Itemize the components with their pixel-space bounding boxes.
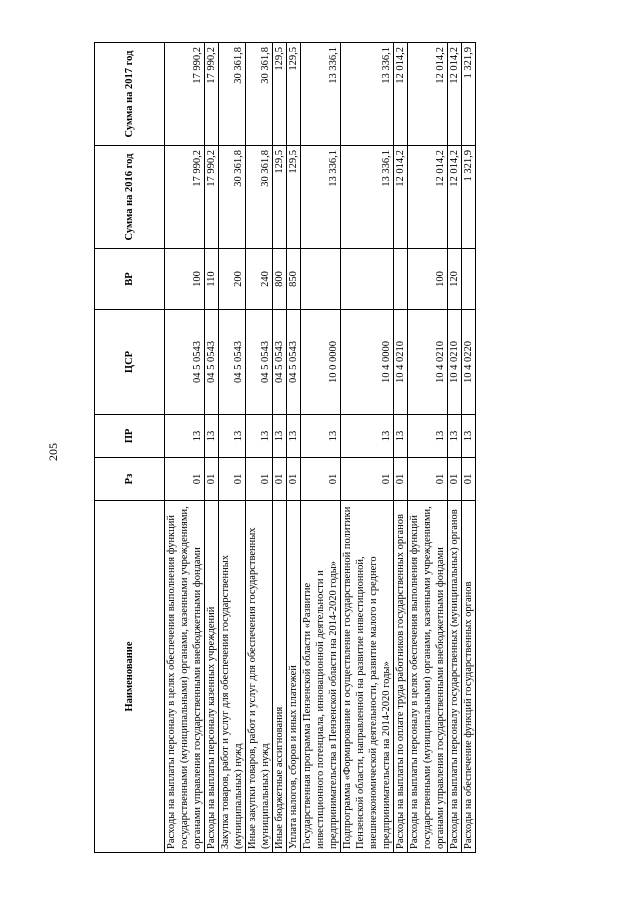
cell-rz: 01 [301,458,341,501]
cell-vr: 120 [448,249,462,310]
cell-sum-2016: 17 990,2 [165,146,205,249]
cell-csr: 04 5 0543 [165,310,205,415]
cell-vr [462,249,476,310]
table-row [219,43,246,853]
cell-vr: 110 [205,249,219,310]
table-row [205,43,219,853]
cell-csr: 10 0 0000 [301,310,341,415]
cell-vr [301,249,341,310]
cell-pr: 13 [205,415,219,458]
cell-sum-2016: 13 336,1 [301,146,341,249]
page-number: 205 [46,443,60,461]
cell-pr: 13 [219,415,246,458]
header-vr: ВР [95,249,165,310]
cell-csr: 10 4 0220 [462,310,476,415]
cell-sum-2017: 12 014,2 [448,43,462,146]
cell-sum-2017: 30 361,8 [219,43,246,146]
cell-pr: 13 [246,415,273,458]
cell-pr: 13 [462,415,476,458]
cell-name: Иные закупки товаров, работ и услуг для обеспечения государственных (муниципальных) нужд [246,501,273,853]
cell-sum-2017: 129,5 [273,43,287,146]
cell-name: Расходы на выплаты персоналу в целях обеспечения выполнения функций государственными (муниципальными) органами, казенными учреждениями, органами управления государственными внебюджетными фондами [165,501,205,853]
table-row [394,43,408,853]
cell-csr: 10 4 0210 [448,310,462,415]
cell-vr: 850 [287,249,301,310]
cell-rz: 01 [273,458,287,501]
cell-name: Уплата налогов, сборов и иных платежей [287,501,301,853]
cell-sum-2017: 17 990,2 [165,43,205,146]
cell-sum-2017: 12 014,2 [408,43,448,146]
cell-sum-2016: 12 014,2 [394,146,408,249]
cell-name: Расходы на обеспечение функций государственных органов [462,501,476,853]
cell-pr: 13 [408,415,448,458]
cell-sum-2017: 13 336,1 [301,43,341,146]
cell-sum-2017: 129,5 [287,43,301,146]
cell-csr: 04 5 0543 [219,310,246,415]
cell-sum-2017: 30 361,8 [246,43,273,146]
cell-vr: 100 [408,249,448,310]
cell-sum-2016: 17 990,2 [205,146,219,249]
table-row [273,43,287,853]
cell-csr: 10 4 0000 [341,310,394,415]
table-row [287,43,301,853]
header-sum-2017: Сумма на 2017 год [95,43,165,146]
header-sum-2016: Сумма на 2016 год [95,146,165,249]
cell-name: Расходы на выплаты персоналу государственных (муниципальных) органов [448,501,462,853]
cell-sum-2016: 129,5 [287,146,301,249]
cell-csr: 04 5 0543 [273,310,287,415]
table-row [462,43,476,853]
cell-name: Расходы на выплаты персоналу в целях обеспечения выполнения функций государственными (муниципальными) органами, казенными учреждениями, органами управления государственными внебюджетными фондами [408,501,448,853]
cell-name: Закупка товаров, работ и услуг для обеспечения государственных (муниципальных) нужд [219,501,246,853]
cell-pr: 13 [394,415,408,458]
cell-sum-2016: 13 336,1 [341,146,394,249]
cell-pr: 13 [341,415,394,458]
rotated-table-container [94,43,552,853]
cell-sum-2017: 13 336,1 [341,43,394,146]
cell-rz: 01 [287,458,301,501]
budget-table [94,42,476,853]
cell-sum-2016: 30 361,8 [219,146,246,249]
header-row [95,43,165,853]
cell-rz: 01 [408,458,448,501]
header-rz: Рз [95,458,165,501]
cell-csr: 04 5 0543 [287,310,301,415]
cell-csr: 04 5 0543 [205,310,219,415]
cell-vr: 200 [219,249,246,310]
cell-name: Расходы на выплаты по оплате труда работников государственных органов [394,501,408,853]
cell-vr: 240 [246,249,273,310]
cell-pr: 13 [165,415,205,458]
cell-rz: 01 [448,458,462,501]
cell-vr: 100 [165,249,205,310]
table-row [408,43,448,853]
cell-pr: 13 [273,415,287,458]
cell-sum-2017: 12 014,2 [394,43,408,146]
cell-csr: 10 4 0210 [408,310,448,415]
cell-rz: 01 [462,458,476,501]
header-pr: ПР [95,415,165,458]
cell-vr [394,249,408,310]
header-name: Наименование [95,501,165,853]
cell-rz: 01 [165,458,205,501]
cell-rz: 01 [341,458,394,501]
cell-rz: 01 [219,458,246,501]
cell-sum-2016: 30 361,8 [246,146,273,249]
cell-name: Иные бюджетные ассигнования [273,501,287,853]
cell-pr: 13 [287,415,301,458]
cell-sum-2016: 1 321,9 [462,146,476,249]
cell-rz: 01 [246,458,273,501]
header-csr: ЦСР [95,310,165,415]
table-row [301,43,341,853]
cell-sum-2017: 1 321,9 [462,43,476,146]
cell-vr: 800 [273,249,287,310]
cell-pr: 13 [301,415,341,458]
cell-pr: 13 [448,415,462,458]
cell-rz: 01 [205,458,219,501]
table-row [165,43,205,853]
cell-rz: 01 [394,458,408,501]
cell-sum-2016: 129,5 [273,146,287,249]
cell-vr [341,249,394,310]
cell-sum-2017: 17 990,2 [205,43,219,146]
cell-name: Подпрограмма «Формирование и осуществление государственной политики Пензенской области, направленной на развитие инвестиционной, внешнеэкономической деятельности, развитие малого и среднего предпринимательства на 2014-2020 годы» [341,501,394,853]
table-row [448,43,462,853]
cell-sum-2016: 12 014,2 [408,146,448,249]
cell-csr: 10 4 0210 [394,310,408,415]
table-row [341,43,394,853]
cell-sum-2016: 12 014,2 [448,146,462,249]
cell-csr: 04 5 0543 [246,310,273,415]
table-row [246,43,273,853]
cell-name: Расходы на выплаты персоналу казенных учреждений [205,501,219,853]
cell-name: Государственная программа Пензенской области «Развитие инвестиционного потенциала, инновационной деятельности и предпринимательства в Пензенской области на 2014-2020 годы» [301,501,341,853]
